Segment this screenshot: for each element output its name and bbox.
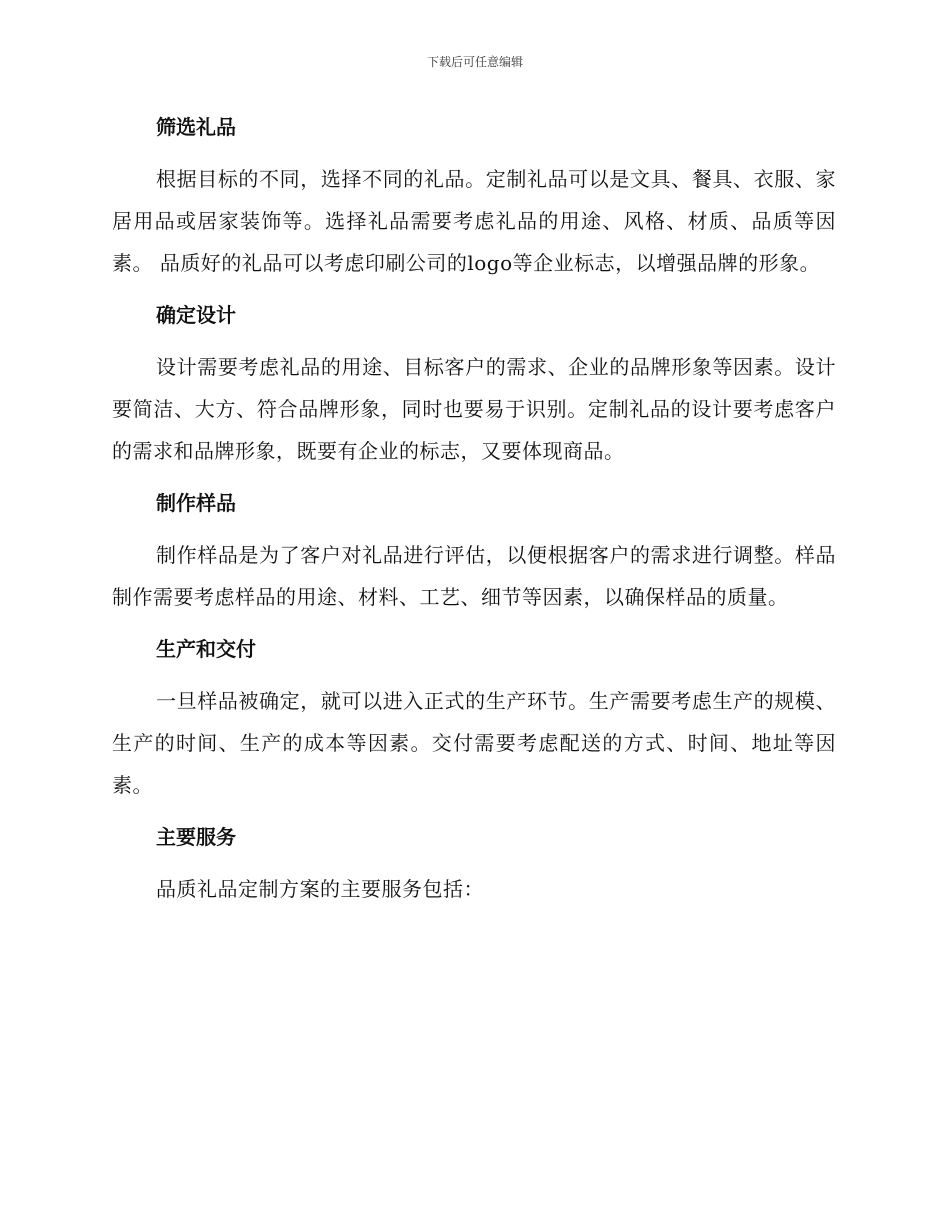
section-make-samples (112, 482, 836, 618)
section-paragraph: 品质礼品定制方案的主要服务包括： (156, 877, 484, 901)
section-heading: 制作样品 (156, 491, 236, 515)
section-paragraph: 一旦样品被确定，就可以进入正式的生产环节。生产需要考虑生产的规模、生产的时间、生产的成本等因素。交付需要考虑配送的方式、时间、地址等因素。 (112, 689, 836, 797)
section-production-delivery (112, 628, 836, 806)
page-header: 下载后可任意编辑 (426, 55, 523, 69)
section-heading: 筛选礼品 (156, 115, 236, 139)
section-paragraph: 设计需要考虑礼品的用途、目标客户的需求、企业的品牌形象等因素。设计要简洁、大方、符合品牌形象，同时也要易于识别。定制礼品的设计要考虑客户的需求和品牌形象，既要有企业的标志，又要体现商品。 (112, 355, 836, 463)
section-heading: 生产和交付 (156, 637, 256, 661)
section-filter-gifts (112, 106, 836, 284)
section-heading: 确定设计 (156, 303, 236, 327)
section-paragraph: 制作样品是为了客户对礼品进行评估，以便根据客户的需求进行调整。样品制作需要考虑样品的用途、材料、工艺、细节等因素，以确保样品的质量。 (112, 543, 836, 609)
section-confirm-design (112, 294, 836, 472)
section-main-services (112, 816, 836, 910)
document-body (112, 106, 836, 920)
section-heading: 主要服务 (156, 825, 236, 849)
section-paragraph: 根据目标的不同，选择不同的礼品。定制礼品可以是文具、餐具、衣服、家居用品或居家装饰等。选择礼品需要考虑礼品的用途、风格、材质、品质等因素。 品质好的礼品可以考虑印刷公司的logo等企业标志，以增强品牌的形象。 (112, 167, 836, 275)
